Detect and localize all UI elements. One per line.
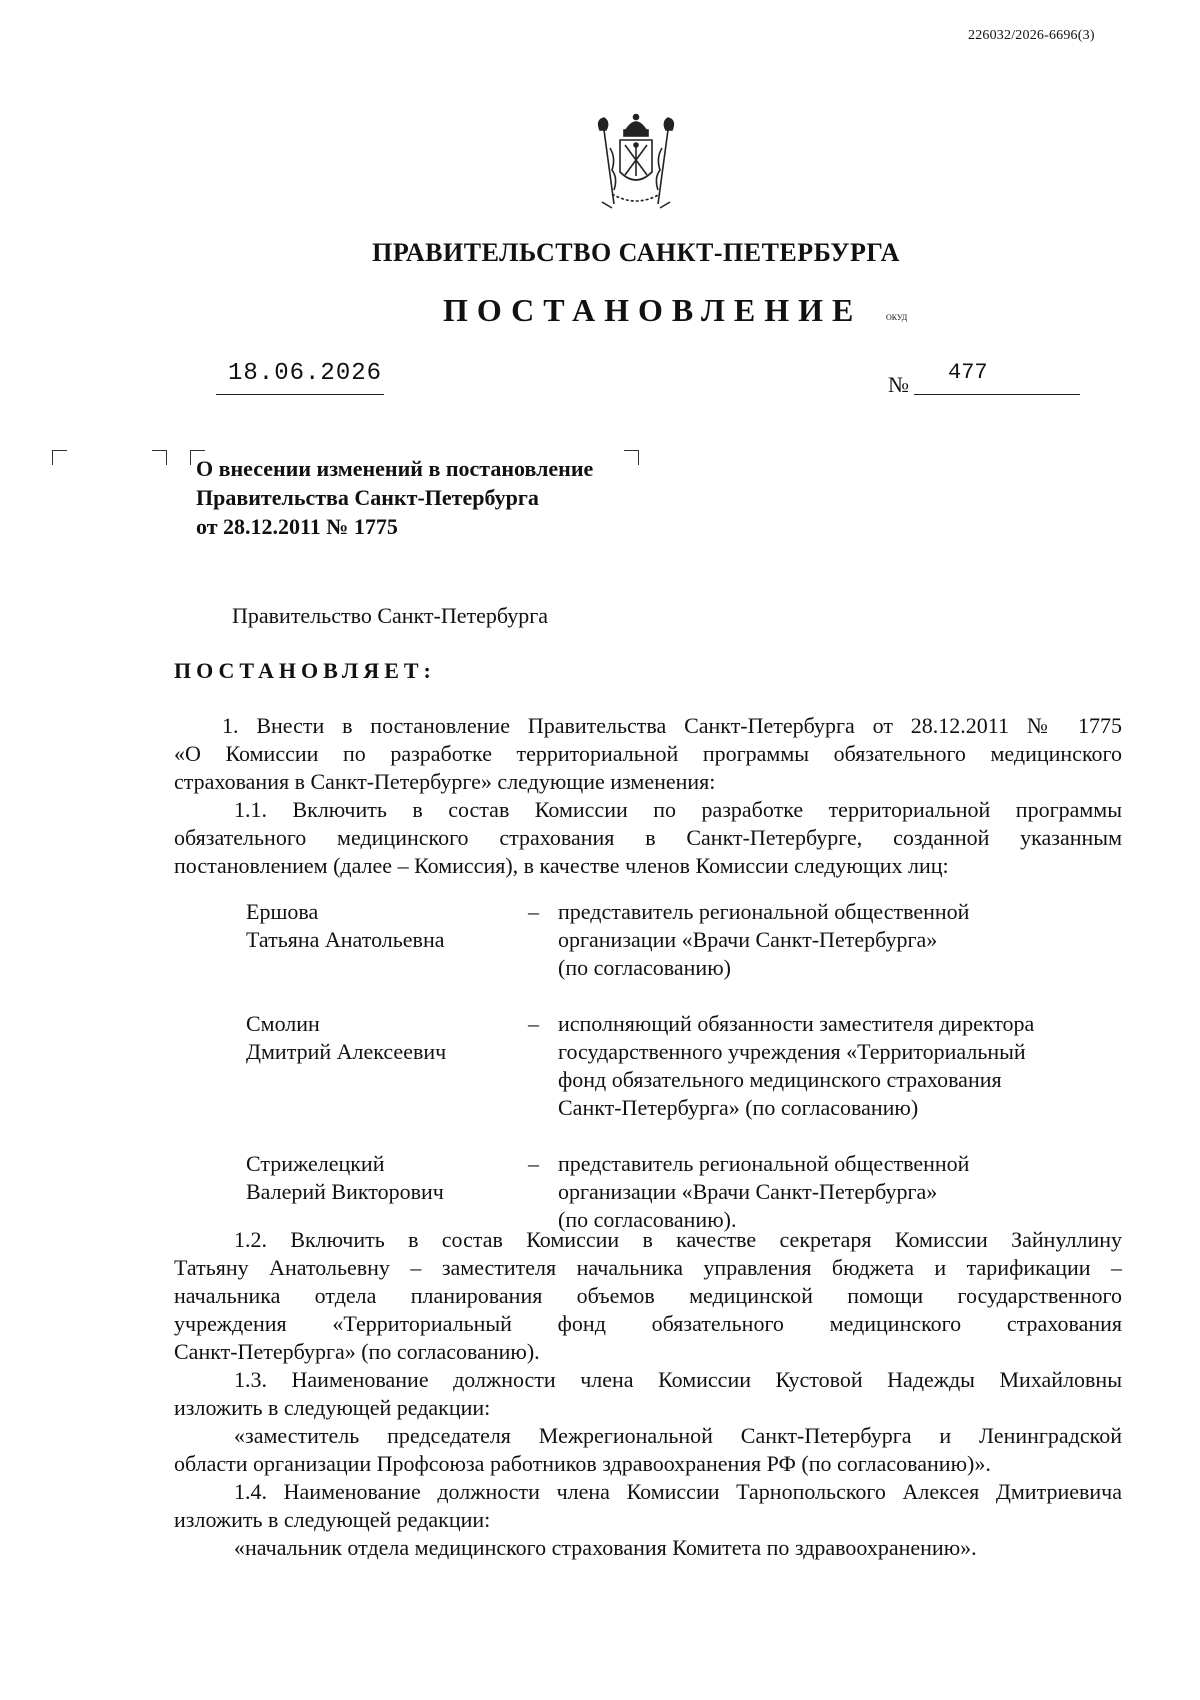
paragraph-1-3: 1.3. Наименование должности члена Комиссии Кустовой Надежды Михайловны изложить в следующей редакции: «заместитель председателя Межрегиональной Санкт-Петербурга и Ленинградской области организации Профсоюза работников здравоохранения РФ (по согласованию)». [174,1367,1122,1476]
member-dash: – [528,1011,539,1036]
member-surname: Ершова [246,899,319,924]
okud-label: окуд [886,311,908,323]
document-subject: О внесении изменений в постановление Правительства Санкт-Петербурга от 28.12.2011 № 1775 [196,456,594,539]
members-list [246,898,1106,1234]
government-name: Правительство Санкт-Петербурга [232,603,549,628]
resolves-heading: ПОСТАНОВЛЯЕТ: [174,658,436,683]
reference-number: 226032/2026-6696(3) [968,28,1095,43]
paragraph-1: 1. Внести в постановление Правительства Санкт-Петербурга от 28.12.2011 № 1775 «О Комиссии по разработке территориальной программы обязательного медицинского страхования в Санкт-Петербурге» следующие изменения: [174,713,1122,794]
paragraph-1-4: 1.4. Наименование должности члена Комиссии Тарнопольского Алексея Дмитриевича изложить в следующей редакции: «начальник отдела медицинского страхования Комитета по здравоохранению». [174,1479,1122,1560]
number-underline [914,394,1080,395]
member-dash: – [528,899,539,924]
number-sign: № [888,372,909,397]
member-surname: Стрижелецкий [246,1151,385,1176]
member-given-names: Дмитрий Алексеевич [246,1039,447,1064]
issuer-title: ПРАВИТЕЛЬСТВО САНКТ-ПЕТЕРБУРГА [372,238,900,267]
member-dash: – [528,1151,539,1176]
document-date: 18.06.2026 [228,360,383,387]
corner-mark [624,450,639,465]
list-item [246,1150,1106,1234]
date-underline [216,394,384,395]
member-role: представитель региональной общественной организации «Врачи Санкт-Петербурга» (по согласованию) [558,899,970,980]
document-type: ПОСТАНОВЛЕНИЕ [443,292,863,328]
member-role: исполняющий обязанности заместителя директора государственного учреждения «Территориальный фонд обязательного медицинского страхования Санкт-Петербурга» (по согласованию) [558,1011,1035,1120]
corner-mark [52,450,67,465]
list-item [246,1010,1106,1150]
corner-mark [152,450,167,465]
member-surname: Смолин [246,1011,320,1036]
document-number: 477 [948,360,988,385]
paragraph-1-2: 1.2. Включить в состав Комиссии в качестве секретаря Комиссии Зайнуллину Татьяну Анатольевну – заместителя начальника управления бюджета и тарификации – начальника отдела планирования объемов медицинской помощи государственного учреждения «Территориальный фонд обязательного медицинского страхования Санкт-Петербурга» (по согласованию). [174,1227,1122,1364]
coat-of-arms-icon [590,112,682,212]
paragraph-1-1: 1.1. Включить в состав Комиссии по разработке территориальной программы обязательного медицинского страхования в Санкт-Петербурге, созданной указанным постановлением (далее – Комиссия), в качестве членов Комиссии следующих лиц: [174,797,1122,878]
member-given-names: Татьяна Анатольевна [246,927,445,952]
list-item [246,898,1106,1010]
member-role: представитель региональной общественной организации «Врачи Санкт-Петербурга» (по согласованию). [558,1151,970,1232]
member-given-names: Валерий Викторович [246,1179,444,1204]
